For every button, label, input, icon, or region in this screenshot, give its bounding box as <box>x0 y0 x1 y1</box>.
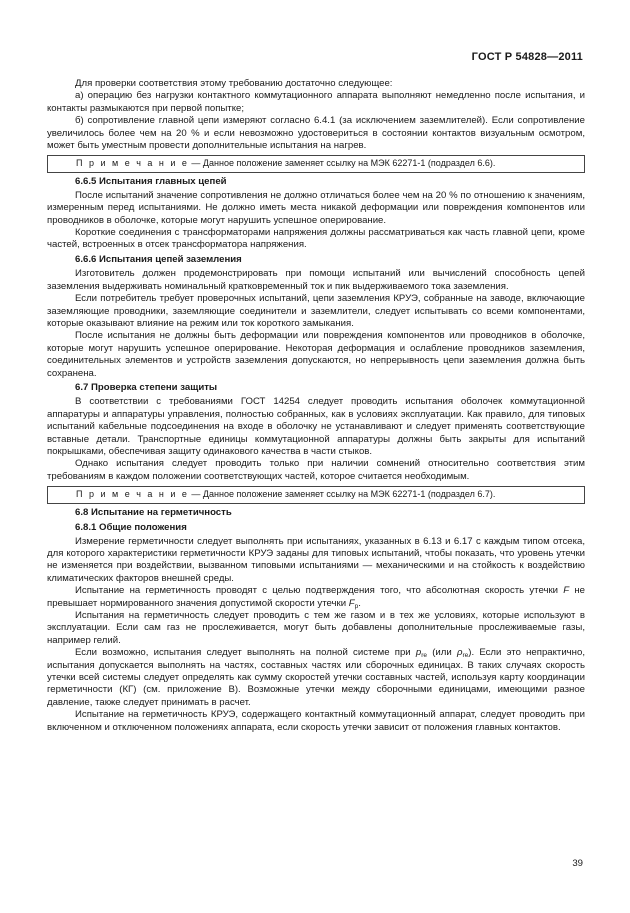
paragraph: После испытания не должны быть деформации или повреждения компонентов или проводников в оболочке, которые могут нарушить успешное оперирование. Некоторая деформация и ослабление проводников заземления, соединительных элементов и устройств заземления допускаются, но непрерывность цепи заземления должна быть сохранена. <box>47 330 585 379</box>
note-text: — Данное положение заменяет ссылку на МЭК 62271-1 (подраздел 6.7). <box>188 489 496 500</box>
note-label: П р и м е ч а н и е <box>76 158 189 169</box>
paragraph: Если потребитель требует проверочных испытаний, цепи заземления КРУЭ, собранные на заводе, включающие заземляющие проводники, заземляющие соединители и заземлители, следует испытывать со всеми компонентами, которые оказывают влияние на режим или ток короткого замыкания. <box>47 293 585 329</box>
paragraph: Испытания на герметичность следует проводить с тем же газом и в тех же условиях, которые используют в эксплуатации. Если сам газ не прослеживается, могут быть добавлены дополнительные прослеживаемые газы, например гелий. <box>47 609 585 646</box>
document-code: ГОСТ Р 54828—2011 <box>471 51 583 63</box>
paragraph: Испытание на герметичность проводят с целью подтверждения того, что абсолютная скорость утечки F не превышает нормированного значения допустимой скорости утечки $F_p$. <box>47 585 585 610</box>
paragraph: Испытание на герметичность КРУЭ, содержащего контактный коммутационный аппарат, следует проводить при включенном и отключенном положениях аппарата, если скорость утечки зависит от положения главных контактов. <box>47 709 585 733</box>
section-heading-67: 6.7 Проверка степени защиты <box>75 382 218 394</box>
note-label: П р и м е ч а н и е <box>76 489 189 500</box>
page-number: 39 <box>572 858 583 869</box>
paragraph: Измерение герметичности следует выполнять при испытаниях, указанных в 6.13 и 6.17 с каждым типом отсека, для которого характеристики герметичности КРУЭ заданы для типовых испытаний, чтобы показать, что уровень утечки не изменяется при воздействии, вызванном типовыми испытаниями — механическими и на стойкость к воздействию климатических факторов внешней среды. <box>47 535 585 584</box>
note-box-1 <box>47 155 585 173</box>
intro-lead: Для проверки соответствия этому требованию достаточно следующее: <box>75 78 393 89</box>
intro-item-a: а) операцию без нагрузки контактного коммутационного аппарата выполняют немедленно после испытания, и контакты размыкаются при первой попытке; <box>47 90 585 114</box>
paragraph: Если возможно, испытания следует выполнять на полной системе при $p_{re}$ (или $\rho_{re}$). Если это непрактично, испытания допускается выполнять на частях, составных частях или сборочных единицах. В таких случаях скорость утечки всей системы следует определять как сумму скоростей утечки составных частей, используя карту координации герметичности (КГ) (см. приложение В). Возможные утечки между сборочными единицами, имеющими разное давление, также следует принимать в расчет. <box>47 647 585 708</box>
section-heading-666: 6.6.6 Испытания цепей заземления <box>75 254 242 266</box>
paragraph: После испытаний значение сопротивления не должно отличаться более чем на 20 % по отношению к значениям, измеренным перед испытаниями. Не должно иметь места никакой деформации или повреждения компонентов или проводников в оболочке, которые могут нарушить успешное оперирование. <box>47 189 585 226</box>
note-text: — Данное положение заменяет ссылку на МЭК 62271-1 (подраздел 6.6). <box>188 158 496 169</box>
intro-item-b: б) сопротивление главной цепи измеряют согласно 6.4.1 (за исключением заземлителей). Если сопротивление увеличилось более чем на 20 % и если невозможно удостовериться в состоянии контактов визуальным осмотром, может быть уместным провести дополнительные испытания на нагрев. <box>47 115 585 152</box>
section-heading-665: 6.6.5 Испытания главных цепей <box>75 175 227 187</box>
section-heading-681: 6.8.1 Общие положения <box>75 521 187 533</box>
document-body <box>47 78 585 734</box>
paragraph: В соответствии с требованиями ГОСТ 14254 следует проводить испытания оболочек коммутационной аппаратуры и аппаратуры управления, полностью собранных, как в условиях эксплуатации. Как правило, для типовых испытаний кабельные подсоединения на входе в оболочку не устанавливают и следует применять соответствующие вставные детали. Транспортные единицы коммутационной аппаратуры должны быть закрыты для испытаний покрышками, обеспечивая защиту одинакового качества в части стыков. <box>47 396 585 457</box>
section-heading-68: 6.8 Испытание на герметичность <box>75 506 232 518</box>
paragraph: Однако испытания следует проводить только при наличии сомнений относительно соответствия этим требованиям в каждом положении соответствующих частей, которое считается необходимым. <box>47 458 585 482</box>
note-box-2 <box>47 486 585 504</box>
paragraph: Изготовитель должен продемонстрировать при помощи испытаний или вычислений способность цепей заземления выдерживать номинальный кратковременный ток и пик выдерживаемого тока заземления. <box>47 268 585 292</box>
paragraph: Короткие соединения с трансформаторами напряжения должны рассматриваться как часть главной цепи, кроме частей, встроенных в отсек трансформатора напряжения. <box>47 227 585 251</box>
